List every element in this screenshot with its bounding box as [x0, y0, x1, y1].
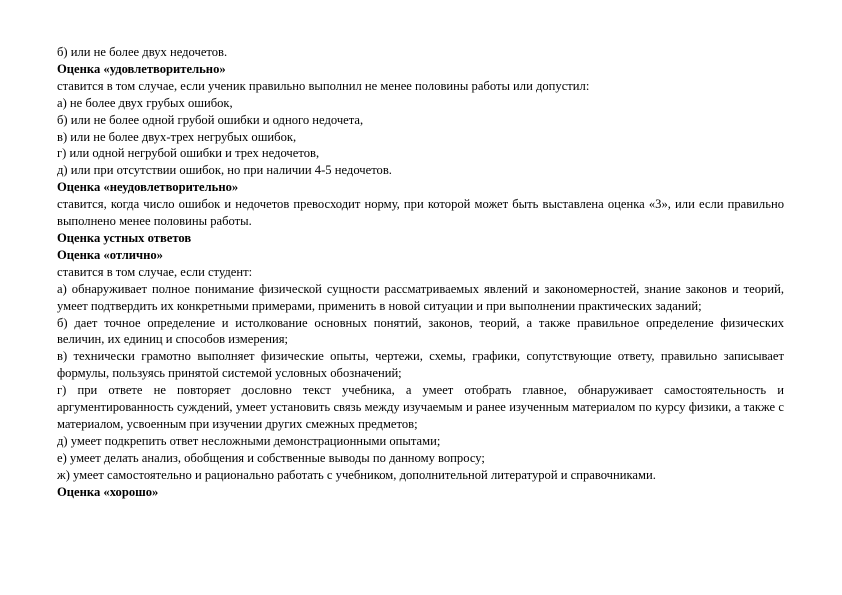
list-item: д) или при отсутствии ошибок, но при наличии 4-5 недочетов. — [57, 163, 392, 178]
list-item: а) обнаруживает полное понимание физической сущности рассматриваемых явлений и закономерностей, знание законов и теорий, умеет подтвердить их конкретными примерами, применить в новой ситуации и при выполнении практических заданий; — [57, 281, 784, 313]
list-item: б) дает точное определение и истолкование основных понятий, законов, теорий, а также правильное определение физических величин, их единиц и способов измерения; — [57, 315, 784, 347]
heading-good: Оценка «хорошо» — [57, 484, 159, 499]
list-item: в) или не более двух-трех негрубых ошибок, — [57, 129, 297, 144]
list-item: ж) умеет самостоятельно и рационально работать с учебником, дополнительной литературой и справочниками. — [57, 467, 656, 482]
list-item: а) не более двух грубых ошибок, — [57, 95, 233, 110]
intro-excellent: ставится в том случае, если студент: — [57, 264, 253, 279]
heading-satisfactory: Оценка «удовлетворительно» — [57, 61, 226, 76]
list-item: д) умеет подкрепить ответ несложными демонстрационными опытами; — [57, 433, 441, 448]
list-item: г) или одной негрубой ошибки и трех недочетов, — [57, 146, 320, 161]
list-item: б) или не более одной грубой ошибки и одного недочета, — [57, 112, 364, 127]
paragraph-unsatisfactory: ставится, когда число ошибок и недочетов превосходит норму, при которой может быть выставлена оценка «3», или если правильно выполнено менее половины работы. — [57, 197, 784, 229]
heading-excellent: Оценка «отлично» — [57, 247, 163, 262]
list-item: в) технически грамотно выполняет физические опыты, чертежи, схемы, графики, сопутствующие ответу, правильно записывает формулы, пользуясь принятой системой условных обозначений; — [57, 349, 784, 381]
list-item: г) при ответе не повторяет дословно текст учебника, а умеет отобрать главное, обнаруживает самостоятельность и аргументированность суждений, умеет установить связь между изучаемым и ранее изученным материалом по курсу физики, а также с материалом, усвоенным при изучении других смежных предметов; — [57, 383, 784, 431]
text-line: ставится в том случае, если ученик правильно выполнил не менее половины работы или допустил: — [57, 78, 590, 93]
text-line: б) или не более двух недочетов. — [57, 45, 228, 59]
heading-unsatisfactory: Оценка «неудовлетворительно» — [57, 180, 239, 195]
document-page — [57, 44, 784, 500]
heading-oral-answers: Оценка устных ответов — [57, 230, 192, 245]
list-item: е) умеет делать анализ, обобщения и собственные выводы по данному вопросу; — [57, 450, 485, 465]
